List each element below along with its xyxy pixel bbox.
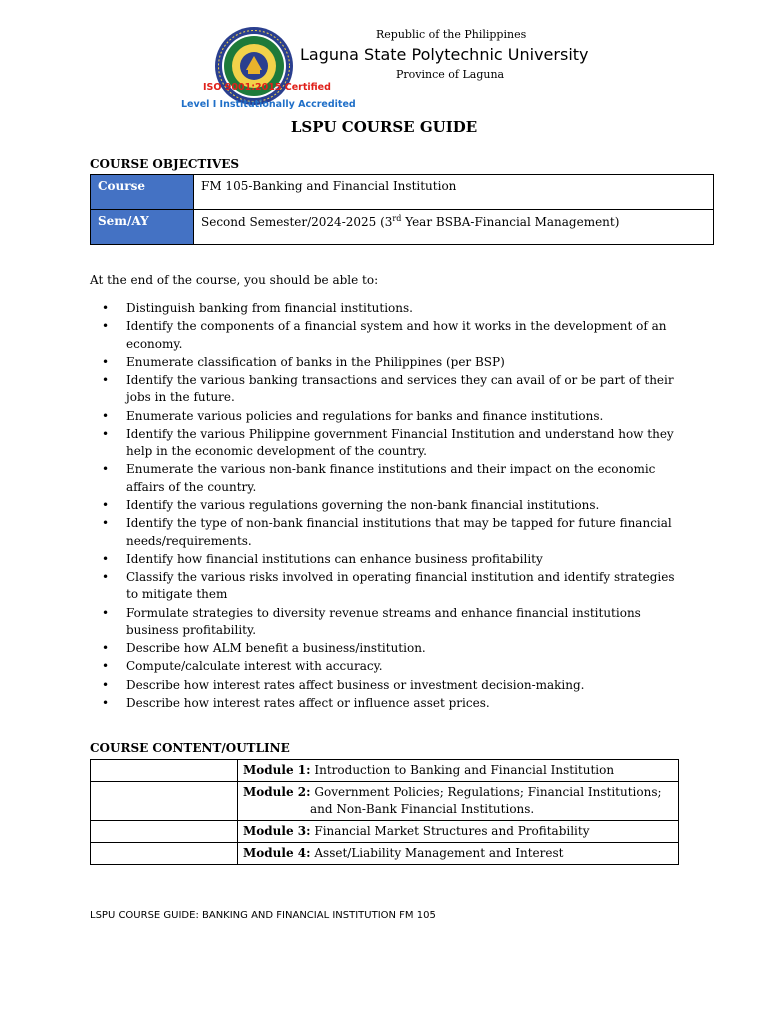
university-seal-logo [214,26,294,106]
objective-item: • Classify the various risks involved in operating financial institution and identify strategies to mitigate them [90,569,690,604]
page-title: LSPU COURSE GUIDE [290,118,478,136]
objectives-heading: COURSE OBJECTIVES [90,157,240,171]
objective-item: • Identify the various banking transactions and services they can avail of or be part of their jobs in the future. [90,372,690,407]
module-cell [238,760,679,782]
module-text: Financial Market Structures and Profitability [314,824,590,838]
sem-value-post: Year BSBA-Financial Management) [401,215,620,229]
objective-item: • Enumerate the various non-bank finance institutions and their impact on the economic affairs of the country. [90,461,690,496]
sem-value-pre: Second Semester/2024-2025 (3 [201,215,393,229]
module-cell [238,843,679,865]
module-text: Government Policies; Regulations; Financial Institutions; and Non-Bank Financial Institutions. [310,785,662,816]
header-republic: Republic of the Philippines [376,28,527,41]
module-blank-cell [91,782,238,821]
module-cell [238,821,679,843]
course-row [91,175,714,210]
header-university-name: Laguna State Polytechnic University [300,45,589,64]
objective-item: • Identify the various regulations governing the non-bank financial institutions. [90,497,690,514]
objectives-list [90,300,690,713]
module-row [91,821,679,843]
objective-item: • Enumerate various policies and regulations for banks and finance institutions. [90,408,690,425]
course-label: Course [91,175,194,210]
module-row [91,760,679,782]
sem-label: Sem/AY [91,210,194,245]
objectives-intro: At the end of the course, you should be able to: [90,273,379,287]
page-footer: LSPU COURSE GUIDE: BANKING AND FINANCIAL INSTITUTION FM 105 [90,910,436,921]
objective-item: • Describe how ALM benefit a business/institution. [90,640,690,657]
module-row [91,843,679,865]
objective-item: • Identify the various Philippine government Financial Institution and understand how they help in the economic development of the country. [90,426,690,461]
module-text: Introduction to Banking and Financial Institution [314,763,615,777]
outline-heading: COURSE CONTENT/OUTLINE [90,741,290,755]
module-label: Module 1: [243,763,311,777]
objective-item: • Enumerate classification of banks in the Philippines (per BSP) [90,354,690,371]
course-info-table [90,174,714,245]
module-row [91,782,679,821]
module-blank-cell [91,821,238,843]
objective-item: • Compute/calculate interest with accuracy. [90,658,690,675]
objective-item: • Identify the components of a financial system and how it works in the development of an economy. [90,318,690,353]
objective-item: • Formulate strategies to diversity revenue streams and enhance financial institutions business profitability. [90,605,690,640]
sem-value-sup: rd [392,214,402,223]
sem-row [91,210,714,245]
accreditation-label: Level I Institutionally Accredited [181,99,356,110]
module-text: Asset/Liability Management and Interest [314,846,564,860]
header-province: Province of Laguna [396,68,505,81]
module-blank-cell [91,760,238,782]
objective-item: • Distinguish banking from financial institutions. [90,300,690,317]
course-value: FM 105-Banking and Financial Institution [194,175,714,210]
module-blank-cell [91,843,238,865]
objective-item: • Identify how financial institutions can enhance business profitability [90,551,690,568]
course-outline-table [90,759,679,865]
objective-item: • Describe how interest rates affect or influence asset prices. [90,695,690,712]
module-label: Module 4: [243,846,311,860]
objective-item: • Identify the type of non-bank financial institutions that may be tapped for future financial needs/requirements. [90,515,690,550]
objective-item: • Describe how interest rates affect business or investment decision-making. [90,677,690,694]
module-label: Module 2: [243,785,311,799]
iso-certification: ISO 9001:2015 Certified [203,82,331,93]
module-label: Module 3: [243,824,311,838]
module-cell [238,782,679,821]
sem-value [194,210,714,245]
